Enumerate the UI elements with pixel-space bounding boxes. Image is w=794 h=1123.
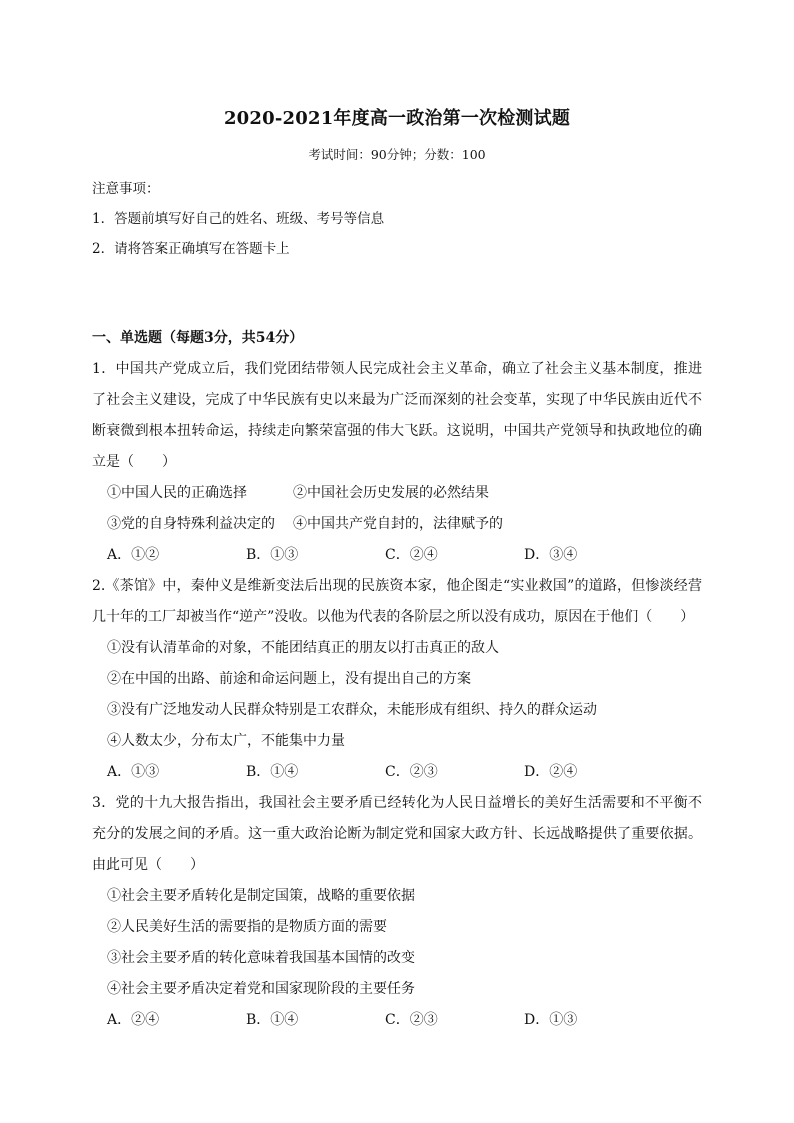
choice-c: C．②④ xyxy=(385,547,438,563)
question-stem: 1．中国共产党成立后，我们党团结带领人民完成社会主义革命，确立了社会主义基本制度，推进了社会主义建设，完成了中华民族有史以来最为广泛而深刻的社会变革，实现了中华民族由近代不断衰微到根本扭转命运，持续走向繁荣富强的伟大飞跃。这说明，中国共产党领导和执政地位的确立是（ ） xyxy=(92,361,702,470)
option-item: ③党的自身特殊利益决定的 xyxy=(107,516,275,532)
option-item: ④人数太少，分布太广，不能集中力量 xyxy=(107,733,345,749)
choice-a: A．②④ xyxy=(107,1012,160,1028)
choice-b: B．①③ xyxy=(246,547,299,563)
option-item: ①社会主要矛盾转化是制定国策，战略的重要依据 xyxy=(107,888,415,904)
option-item: ②在中国的出路、前途和命运问题上，没有提出自己的方案 xyxy=(107,671,471,687)
notes-item: 1．答题前填写好自己的姓名、班级、考号等信息 xyxy=(92,211,385,227)
option-item: ③社会主要矛盾的转化意味着我国基本国情的改变 xyxy=(107,950,415,966)
option-row xyxy=(92,509,702,540)
exam-info: 考试时间：90分钟；分数：100 xyxy=(308,147,486,162)
choice-d: D．②④ xyxy=(524,764,578,780)
question-stem: 3．党的十九大报告指出，我国社会主要矛盾已经转化为人民日益增长的美好生活需要和不平衡不充分的发展之间的矛盾。这一重大政治论断为制定党和国家大政方针、长远战略提供了重要依据。由此可见（ ） xyxy=(92,795,702,873)
page-title: 2020-2021年度高一政治第一次检测试题 xyxy=(223,108,571,129)
question-3 xyxy=(92,788,702,1036)
question-stem: 2.《茶馆》中，秦仲义是维新变法后出现的民族资本家，他企图走“实业救国”的道路，但惨淡经营几十年的工厂却被当作“逆产”没收。以他为代表的各阶层之所以没有成功，原因在于他们（ ） xyxy=(92,578,702,625)
notes-item: 2．请将答案正确填写在答题卡上 xyxy=(92,241,290,257)
notes-heading: 注意事项： xyxy=(92,181,160,197)
question-1 xyxy=(92,354,702,571)
option-item: ②人民美好生活的需要指的是物质方面的需要 xyxy=(107,919,387,935)
choice-b: B．①④ xyxy=(246,1012,299,1028)
answer-choices xyxy=(92,1005,702,1036)
option-item: ①中国人民的正确选择 xyxy=(107,485,247,501)
notes-block xyxy=(92,174,712,264)
question-2 xyxy=(92,571,702,788)
option-item: ④社会主要矛盾决定着党和国家现阶段的主要任务 xyxy=(107,981,415,997)
question-list xyxy=(92,323,702,1036)
choice-a: A．①③ xyxy=(107,764,160,780)
choice-c: C．②③ xyxy=(385,1012,438,1028)
choice-b: B．①④ xyxy=(246,764,299,780)
option-item: ①没有认清革命的对象，不能团结真正的朋友以打击真正的敌人 xyxy=(107,640,499,656)
option-item: ③没有广泛地发动人民群众特别是工农群众，未能形成有组织、持久的群众运动 xyxy=(107,702,597,718)
choice-d: D．①③ xyxy=(524,1012,578,1028)
option-row xyxy=(92,478,702,509)
choice-c: C．②③ xyxy=(385,764,438,780)
section-heading: 一、单选题（每题3分，共54分） xyxy=(92,330,304,346)
choice-a: A．①② xyxy=(107,547,160,563)
answer-choices xyxy=(92,540,702,571)
choice-d: D．③④ xyxy=(524,547,578,563)
answer-choices xyxy=(92,757,702,788)
option-item: ④中国共产党自封的，法律赋予的 xyxy=(293,516,503,532)
option-item: ②中国社会历史发展的必然结果 xyxy=(293,485,489,501)
